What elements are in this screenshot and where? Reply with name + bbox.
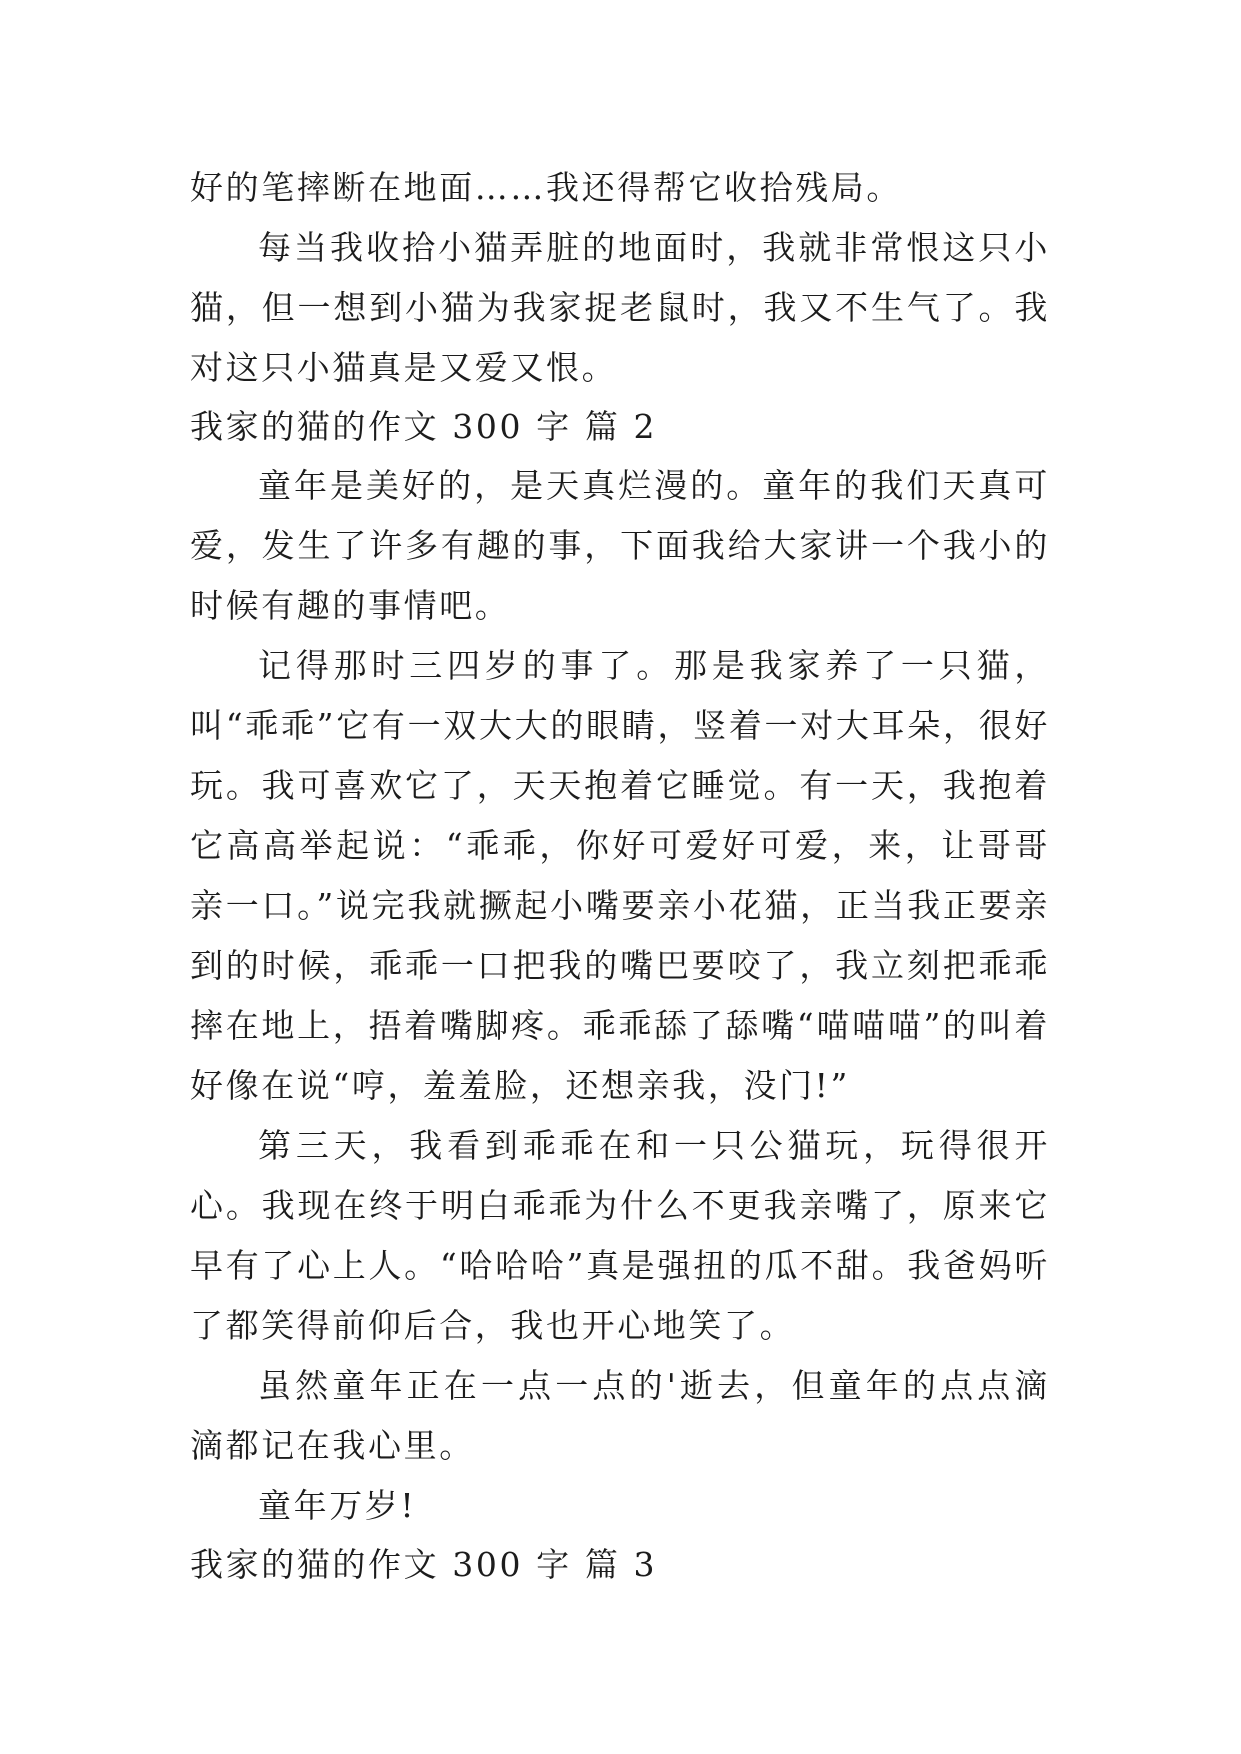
paragraph: 好的笔摔断在地面……我还得帮它收拾残局。 — [190, 168, 902, 207]
section-heading: 我家的猫的作文 300 字 篇 2 — [190, 407, 658, 446]
document-body — [190, 158, 1050, 1594]
paragraph: 记得那时三四岁的事了。那是我家养了一只猫，叫“乖乖”它有一双大大的眼睛，竖着一对大耳朵，很好玩。我可喜欢它了，天天抱着它睡觉。有一天，我抱着它高高举起说：“乖乖，你好可爱好可爱，来，让哥哥亲一口。”说完我就撅起小嘴要亲小花猫，正当我正要亲到的时候，乖乖一口把我的嘴巴要咬了，我立刻把乖乖摔在地上，捂着嘴脚疼。乖乖舔了舔嘴“喵喵喵”的叫着好像在说“哼，羞羞脸，还想亲我，没门!” — [190, 646, 1050, 1105]
section-heading: 我家的猫的作文 300 字 篇 3 — [190, 1545, 658, 1584]
paragraph: 童年万岁! — [258, 1486, 417, 1525]
paragraph: 第三天，我看到乖乖在和一只公猫玩，玩得很开心。我现在终于明白乖乖为什么不更我亲嘴了，原来它早有了心上人。“哈哈哈”真是强扭的瓜不甜。我爸妈听了都笑得前仰后合，我也开心地笑了。 — [190, 1126, 1050, 1345]
paragraph: 虽然童年正在一点一点的'逝去，但童年的点点滴滴都记在我心里。 — [190, 1366, 1050, 1465]
paragraph: 童年是美好的，是天真烂漫的。童年的我们天真可爱，发生了许多有趣的事，下面我给大家讲一个我小的时候有趣的事情吧。 — [190, 466, 1050, 625]
paragraph: 每当我收拾小猫弄脏的地面时，我就非常恨这只小猫，但一想到小猫为我家捉老鼠时，我又不生气了。我对这只小猫真是又爱又恨。 — [190, 228, 1050, 387]
